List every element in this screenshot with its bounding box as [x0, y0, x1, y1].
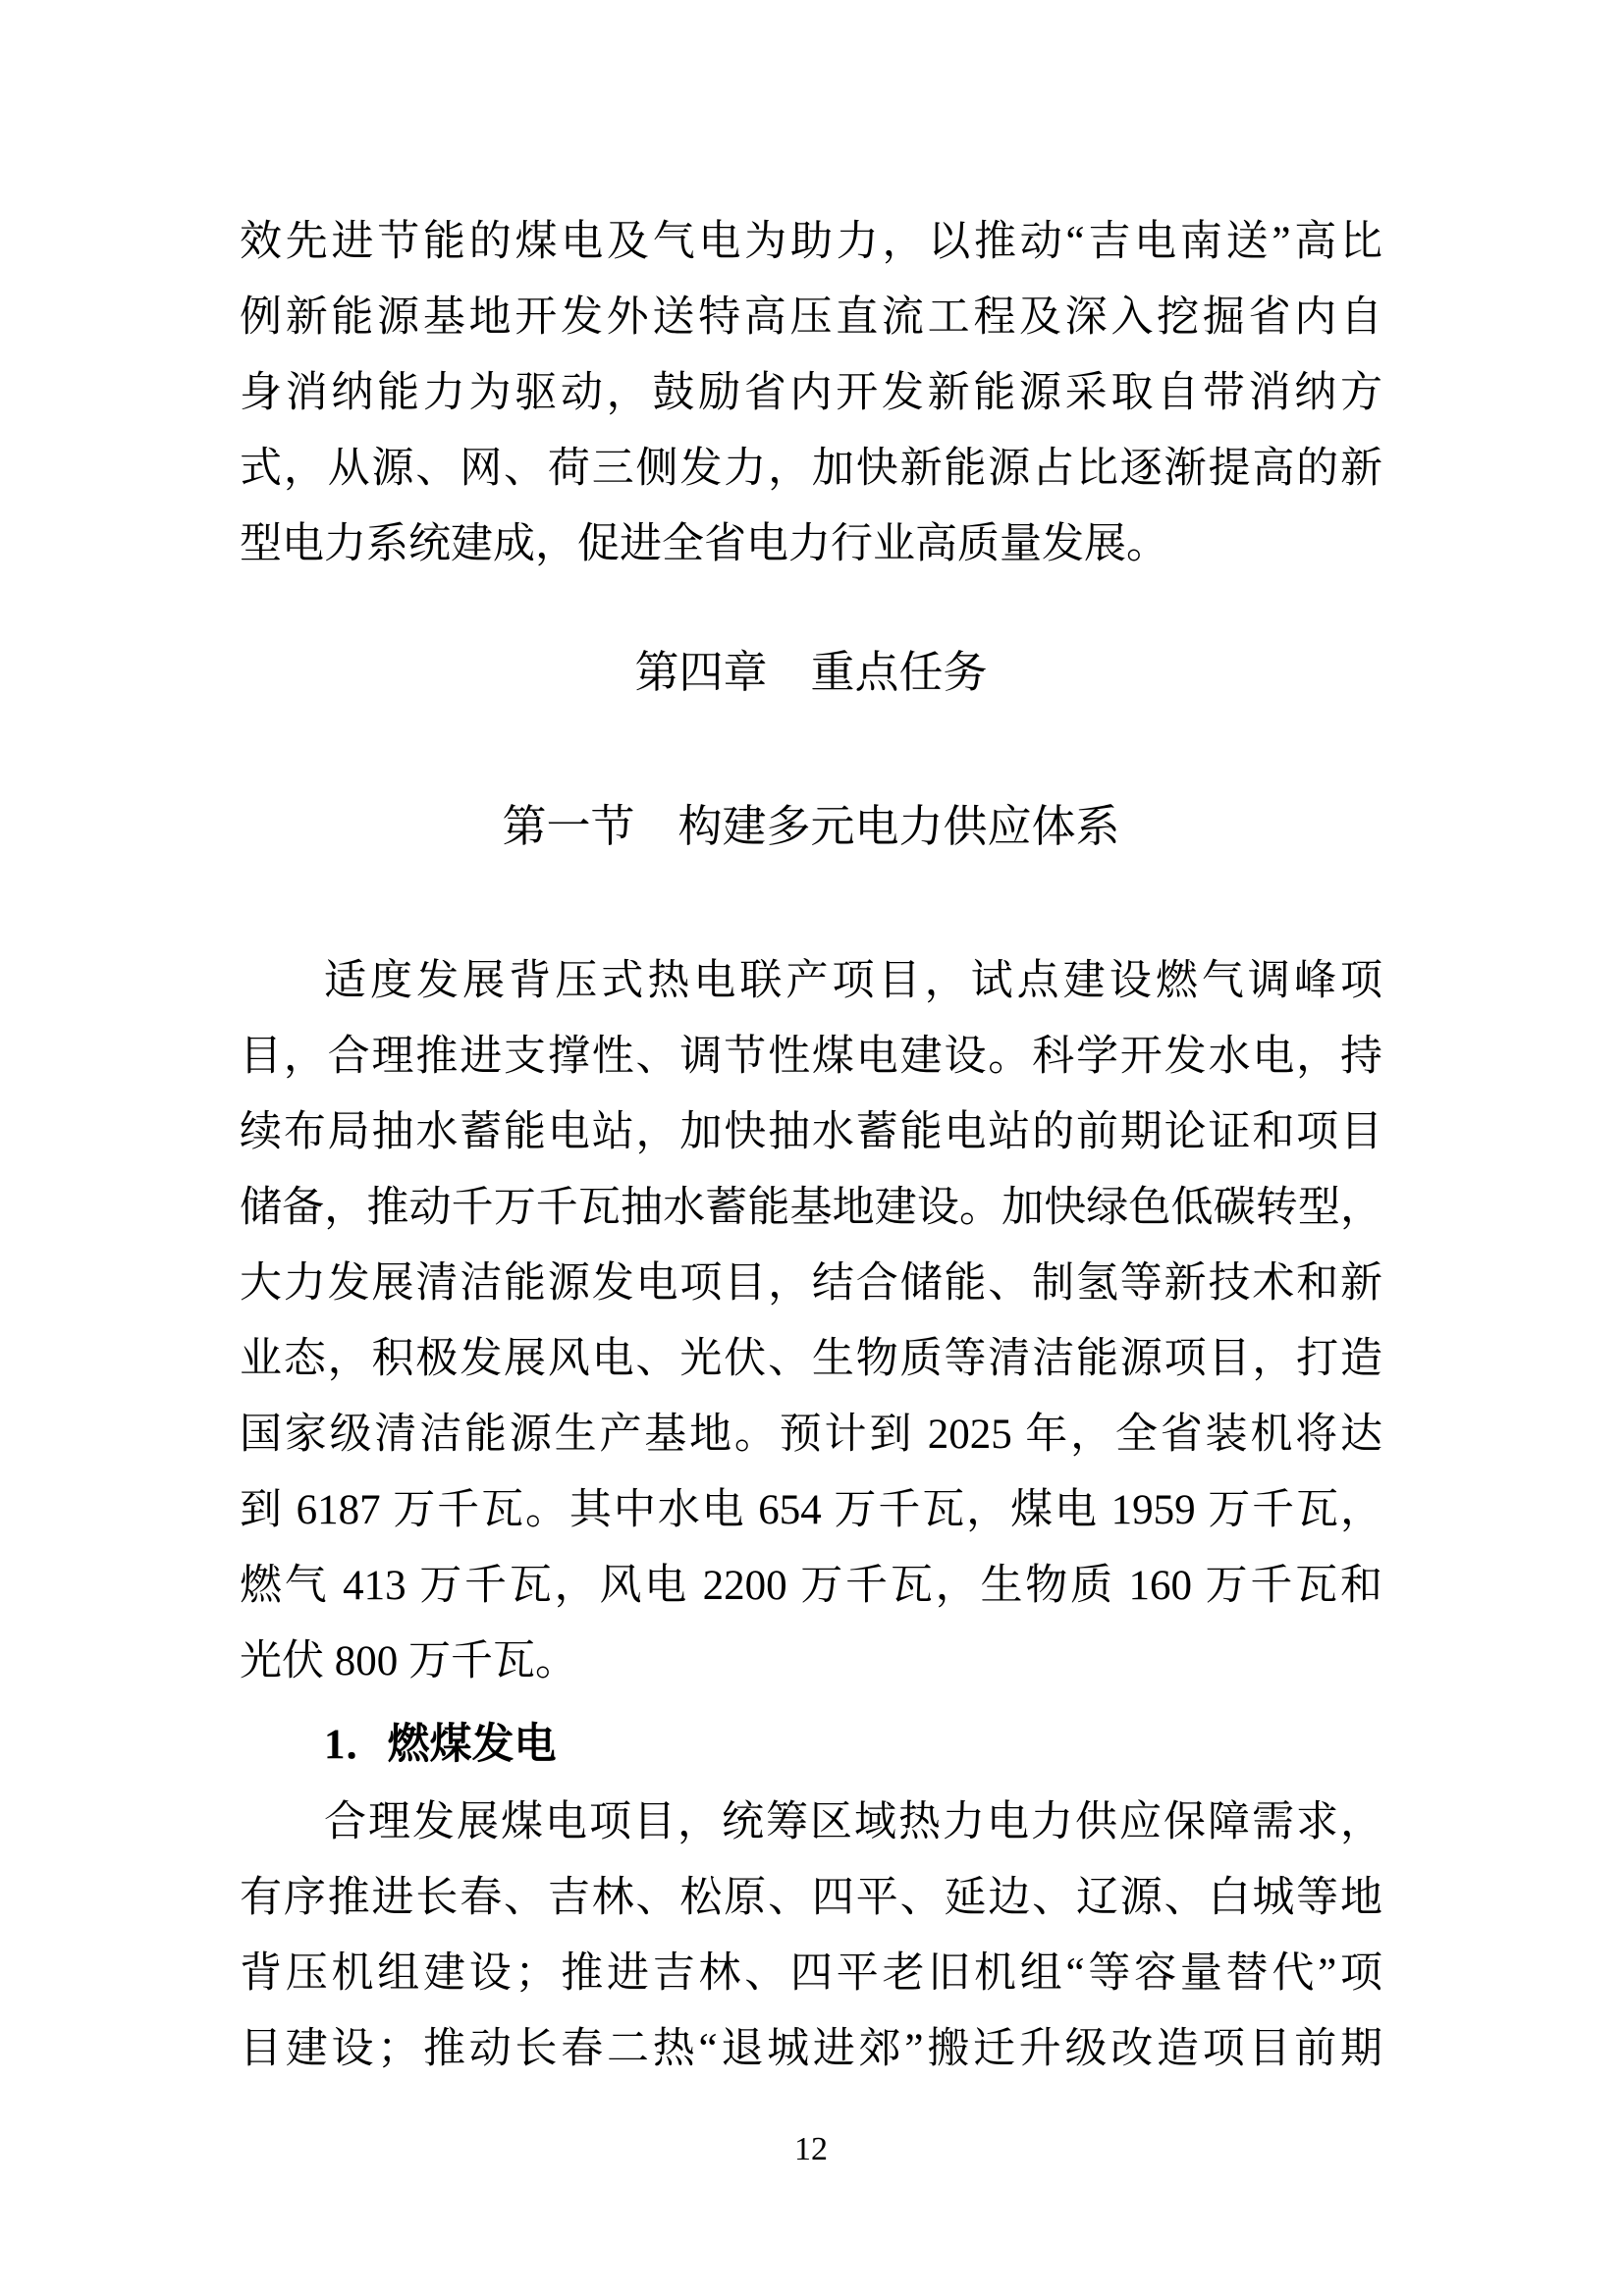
text-line: 合理发展煤电项目，统筹区域热力电力供应保障需求， [324, 1799, 1382, 1845]
coal-power-paragraph [240, 1785, 1382, 2087]
text-line: 目，合理推进支撑性、调节性煤电建设。科学开发水电，持 [240, 1034, 1382, 1080]
text-line: 式，从源、网、荷三侧发力，加快新能源占比逐渐提高的新 [240, 446, 1382, 492]
page-number: 12 [794, 2131, 828, 2167]
text-line: 续布局抽水蓄能电站，加快抽水蓄能电站的前期论证和项目 [240, 1109, 1382, 1155]
text-line: 适度发展背压式热电联产项目，试点建设燃气调峰项 [324, 958, 1382, 1004]
text-line: 身消纳能力为驱动，鼓励省内开发新能源采取自带消纳方 [240, 370, 1382, 416]
chapter-heading: 第四章 重点任务 [634, 647, 988, 697]
text-line: 到 6187 万千瓦。其中水电 654 万千瓦，煤电 1959 万千瓦， [240, 1487, 1382, 1533]
supply-system-paragraph [240, 943, 1382, 1699]
text-line: 光伏 800 万千瓦。 [240, 1638, 577, 1684]
text-line: 例新能源基地开发外送特高压直流工程及深入挖掘省内自 [240, 294, 1382, 341]
text-line: 储备，推动千万千瓦抽水蓄能基地建设。加快绿色低碳转型， [240, 1185, 1382, 1231]
text-line: 大力发展清洁能源发电项目，结合储能、制氢等新技术和新 [240, 1260, 1382, 1307]
text-line: 燃气 413 万千瓦，风电 2200 万千瓦，生物质 160 万千瓦和 [240, 1563, 1382, 1609]
text-line: 目建设；推动长春二热“退城进郊”搬迁升级改造项目前期 [240, 2026, 1382, 2072]
text-line: 背压机组建设；推进吉林、四平老旧机组“等容量替代”项 [240, 1950, 1382, 1997]
text-line: 效先进节能的煤电及气电为助力，以推动“吉电南送”高比 [240, 219, 1382, 265]
coal-power-item-heading: 1．燃煤发电 [324, 1722, 557, 1768]
intro-paragraph [240, 204, 1382, 582]
text-line: 有序推进长春、吉林、松原、四平、延边、辽源、白城等地 [240, 1875, 1382, 1921]
text-line: 国家级清洁能源生产基地。预计到 2025 年，全省装机将达 [240, 1412, 1382, 1458]
section-heading: 第一节 构建多元电力供应体系 [502, 801, 1120, 851]
text-line: 型电力系统建成，促进全省电力行业高质量发展。 [240, 521, 1168, 567]
text-line: 业态，积极发展风电、光伏、生物质等清洁能源项目，打造 [240, 1336, 1382, 1382]
